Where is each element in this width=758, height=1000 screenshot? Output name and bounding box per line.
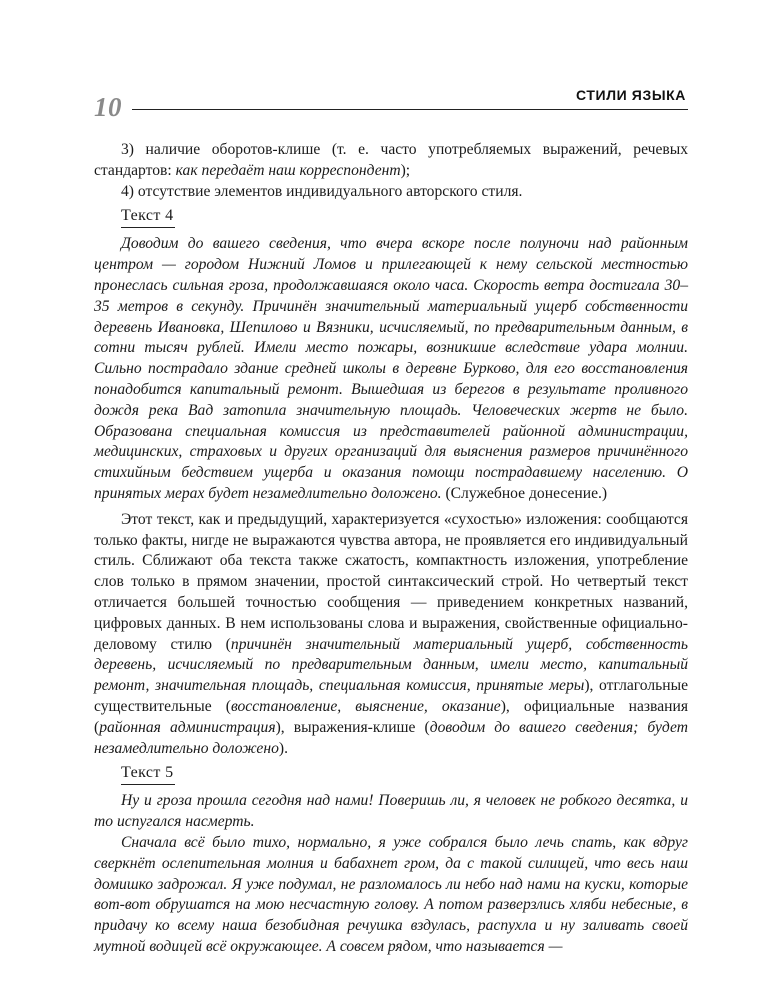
- list-item-3-example: как передаёт наш корреспондент: [175, 161, 401, 179]
- analysis-example-3: районная администрация: [99, 718, 276, 736]
- text-5-paragraph-2: Сначала всё было тихо, нормально, я уже собрался было лечь спать, как вдруг сверкнёт ослепительная молния и бабахнет гром, да с такой силищей, что весь наш домишко задрожал. Я уже подумал, не разломалось ли небо над нами на куски, которые вот-вот обрушатся на мою несчастную голову. А потом разверзлись хляби небесные, в придачу ко всему наша безобидная речушка вздулась, распухла и ну заливать своей мутной водицей всё окружающее. А совсем рядом, что называется —: [94, 833, 688, 955]
- text-4-source: (Служебное донесение.): [441, 484, 608, 502]
- list-item-3-prefix: 3) наличие оборотов-клише (т. е. часто употребляемых выражений, речевых стандартов:: [94, 141, 688, 179]
- analysis-example-2: восстановление, выяснение, оказание: [230, 697, 501, 715]
- analysis-text-1: Этот текст, как и предыдущий, характеризуется «сухостью» изложения: сообщаются только факты, нигде не выражаются чувства автора, не проявляется его индивидуальный стиль. Сближают оба текста также сжатость, компактность изложения, употребление слов только в прямом значении, простой синтаксический строй. Но четвертый текст отличается большей точностью сообщения — приведением конкретных названий, цифровых данных. В нем использованы слова и выражения, свойственные официально-деловому стилю (: [94, 510, 688, 653]
- text-4-quote: Доводим до вашего сведения, что вчера вскоре после полуночи над районным центром — городом Нижний Ломов и прилегающей к нему сельской местностью пронеслась сильная гроза, продолжавшаяся около часа. Скорость ветра достигала 30–35 метров в секунду. Причинён значительный материальный ущерб собственности деревень Ивановка, Шепилово и Вязники, исчисляемый, по предварительным данным, в сотни тысяч рублей. Имели место пожары, возникшие вследствие удара молнии. Сильно пострадало здание средней школы в деревне Бурково, для его восстановления понадобится капитальный ремонт. Вышедшая из берегов в результате проливного дождя река Вад затопила значительную площадь. Человеческих жертв не было. Образована специальная комиссия из представителей районной администрации, медицинских, страховых и других организаций для выяснения размеров причинённого стихийным бедствием ущерба и оказания помощи пострадавшему населению. О принятых мерах будет незамедлительно доложено.: [94, 235, 688, 502]
- analysis-text-5: ).: [278, 739, 288, 757]
- page-content: [94, 140, 688, 958]
- text-5-heading: Текст 5: [121, 763, 175, 785]
- analysis-text-2: ), отглагольные существительные (: [94, 677, 689, 715]
- analysis-text-4: ), выражения-клише (: [275, 718, 430, 736]
- list-item-4: 4) отсутствие элементов индивидуального авторского стиля.: [121, 182, 523, 200]
- page-header: [94, 84, 688, 124]
- list-item-3: [94, 140, 688, 182]
- text-4-body: [94, 234, 688, 504]
- analysis-paragraph: [94, 510, 688, 760]
- analysis-text-3: ), официальные названия (: [94, 697, 688, 736]
- analysis-example-4: доводим до вашего сведения; будет незамедлительно доложено: [94, 718, 688, 757]
- list-item-3-suffix: );: [400, 161, 411, 179]
- section-title: СТИЛИ ЯЗЫКА: [576, 87, 686, 103]
- analysis-example-1: причинён значительный материальный ущерб, собственность деревень, исчисляемый по предварительным данным, имели место, капитальный ремонт, значительная площадь, специальная комиссия, принятые меры: [94, 635, 689, 695]
- text-4-heading: Текст 4: [121, 206, 175, 228]
- page-number: 10: [94, 92, 122, 122]
- text-5-paragraph-1: Ну и гроза прошла сегодня над нами! Поверишь ли, я человек не робкого десятка, и то испугался насмерть.: [94, 792, 688, 831]
- header-rule: [132, 109, 688, 110]
- text-5-body: [94, 791, 688, 957]
